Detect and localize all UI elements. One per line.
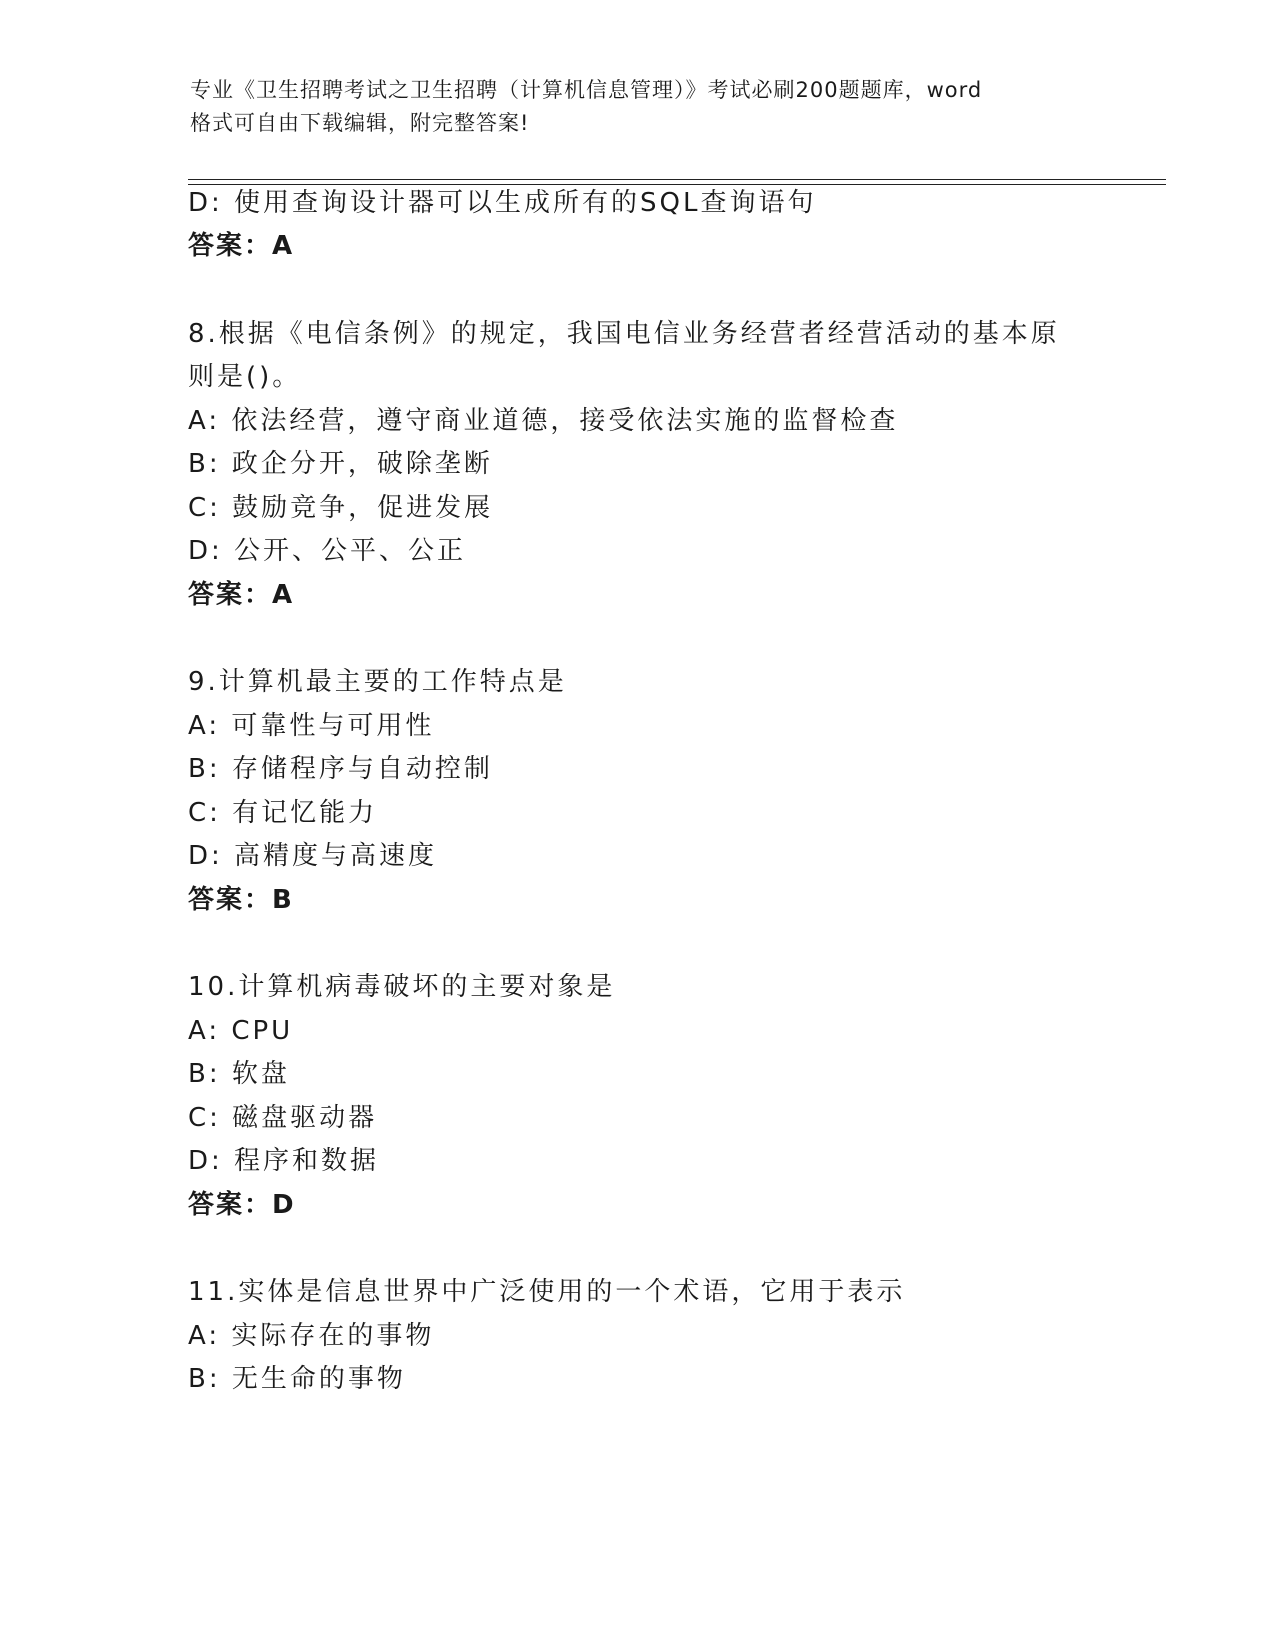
header-line-2: 格式可自由下载编辑，附完整答案! — [190, 111, 530, 135]
q9-stem: 9.计算机最主要的工作特点是 — [188, 667, 567, 697]
header-divider-bottom — [188, 184, 1166, 185]
q8-option-a: A: 依法经营，遵守商业道德，接受依法实施的监督检查 — [188, 406, 899, 436]
q10-answer: 答案：D — [188, 1190, 296, 1220]
q10-option-d: D: 程序和数据 — [188, 1146, 380, 1176]
q8-option-d: D: 公开、公平、公正 — [188, 536, 467, 566]
q8-option-b: B: 政企分开，破除垄断 — [188, 449, 493, 479]
q8-answer: 答案：A — [188, 580, 295, 610]
document-header — [190, 74, 1090, 140]
q11-option-b: B: 无生命的事物 — [188, 1364, 406, 1394]
q9-option-c: C: 有记忆能力 — [188, 798, 378, 828]
q11-stem: 11.实体是信息世界中广泛使用的一个术语，它用于表示 — [188, 1277, 906, 1307]
prev-answer: 答案：A — [188, 231, 295, 261]
q10-stem: 10.计算机病毒破坏的主要对象是 — [188, 972, 616, 1002]
q10-option-b: B: 软盘 — [188, 1059, 290, 1089]
q8-stem-line-2: 则是()。 — [188, 362, 302, 392]
prev-option-d: D: 使用查询设计器可以生成所有的SQL查询语句 — [188, 188, 817, 218]
q8-stem-line-1: 8.根据《电信条例》的规定，我国电信业务经营者经营活动的基本原 — [188, 319, 1060, 349]
q8-option-c: C: 鼓励竞争，促进发展 — [188, 493, 494, 523]
q11-option-a: A: 实际存在的事物 — [188, 1321, 435, 1351]
header-line-1: 专业《卫生招聘考试之卫生招聘（计算机信息管理）》考试必刷200题题库，word — [190, 78, 983, 102]
header-divider-top — [188, 179, 1166, 180]
q9-option-a: A: 可靠性与可用性 — [188, 711, 435, 741]
q9-answer: 答案：B — [188, 885, 294, 915]
q10-option-c: C: 磁盘驱动器 — [188, 1103, 378, 1133]
q9-option-d: D: 高精度与高速度 — [188, 841, 438, 871]
q10-option-a: A: CPU — [188, 1016, 294, 1046]
q9-option-b: B: 存储程序与自动控制 — [188, 754, 493, 784]
